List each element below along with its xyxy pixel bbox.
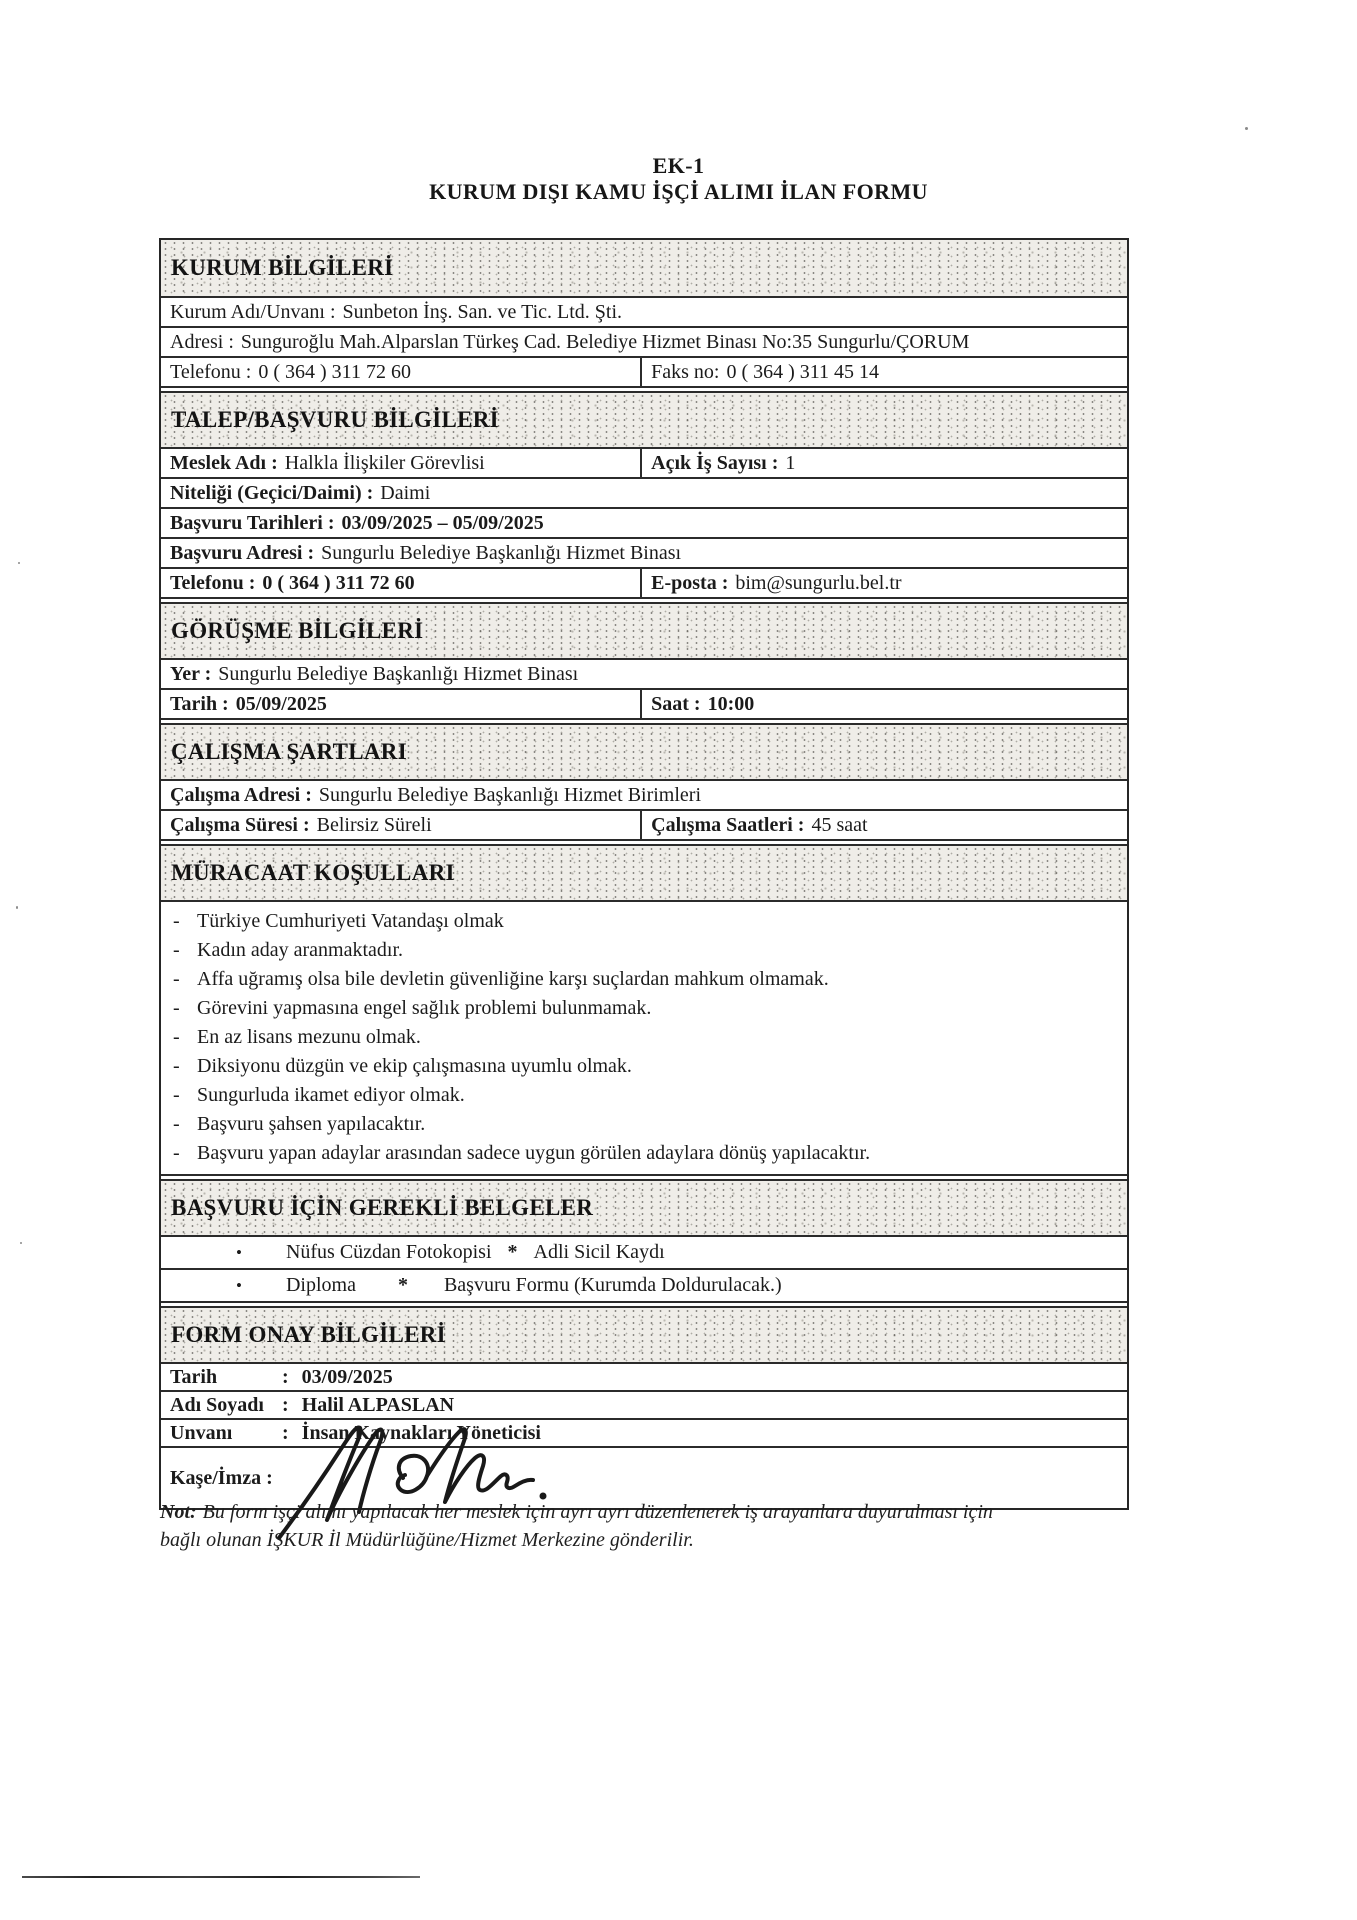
dash-marker: - [173,939,180,961]
colon-separator: : [282,1365,289,1388]
title-form-name: KURUM DIŞI KAMU İŞÇİ ALIMI İLAN FORMU [429,179,928,204]
field-value: 0 ( 364 ) 311 45 14 [726,360,880,383]
list-item [161,1081,1127,1110]
basvuru-tarihleri-row [161,509,1127,539]
tarih-cell [161,690,640,718]
gorusme-tarih-saat-row [161,690,1127,720]
dash-marker: - [173,968,180,990]
section-title: MÜRACAAT KOŞULLARI [171,860,455,885]
section-header-talep-basvuru [161,391,1127,449]
belge-row [161,1237,1127,1270]
field-value: Sungurlu Belediye Başkanlığı Hizmet Binası [218,662,579,685]
field-label: Kaşe/İmza : [170,1466,273,1489]
field-value: 03/09/2025 – 05/09/2025 [341,511,544,534]
telefon-cell [161,569,640,597]
field-label: Kurum Adı/Unvanı : [170,300,336,323]
field-value: Sungurlu Belediye Başkanlığı Hizmet Birimleri [318,783,702,806]
field-value: 0 ( 364 ) 311 72 60 [262,571,415,594]
list-item-text: Kadın aday aranmaktadır. [197,939,404,961]
field-label: Niteliği (Geçici/Daimi) : [170,481,374,504]
page-bottom-scan-line [22,1876,420,1878]
dash-marker: - [173,1055,180,1077]
scan-speck [20,1242,22,1244]
note-line-1-text: Bu form işçi alımı yapılacak her meslek için ayrı ayrı düzenlenerek iş arayanlara duyurulması için [202,1501,993,1523]
calisma-sure-saat-row [161,811,1127,841]
form-table [159,238,1129,1510]
field-value: 0 ( 364 ) 311 72 60 [258,360,411,383]
list-item-text: Türkiye Cumhuriyeti Vatandaşı olmak [197,910,504,932]
field-value: Sunguroğlu Mah.Alparslan Türkeş Cad. Belediye Hizmet Binası No:35 Sungurlu/ÇORUM [240,330,970,353]
acik-is-cell [640,449,1127,477]
note-prefix: Not: [160,1501,197,1523]
belge-item: Nüfus Cüzdan Fotokopisi [285,1241,492,1263]
field-value: İnsan Kaynakları Yöneticisi [301,1421,541,1444]
field-label: Adresi : [170,330,234,353]
section-title: KURUM BİLGİLERİ [171,255,394,280]
gorusme-yer-row [161,660,1127,690]
field-label: Yer : [170,662,212,685]
dash-marker: - [173,1113,180,1135]
document-title [0,153,1357,205]
list-item [161,1110,1127,1139]
section-header-gerekli-belgeler [161,1179,1127,1237]
section-header-calisma-sartlari [161,723,1127,781]
list-item [161,1139,1127,1168]
field-value: bim@sungurlu.bel.tr [735,571,902,594]
list-item [161,994,1127,1023]
field-label: Başvuru Tarihleri : [170,511,335,534]
field-label: Saat : [651,692,701,715]
bullet-marker: • [236,1275,242,1295]
dash-marker: - [173,910,180,932]
kurum-adres-row [161,328,1127,358]
note-line-1 [160,1498,1190,1526]
belge-item: Diploma [285,1274,356,1296]
field-label: Unvanı [170,1421,233,1444]
note-line-2: bağlı olunan İŞKUR İl Müdürlüğüne/Hizmet Merkezine gönderilir. [160,1529,694,1551]
list-item-text: Affa uğramış olsa bile devletin güvenliğine karşı suçlardan mahkum olmamak. [197,968,829,990]
faks-cell [640,358,1127,386]
list-item [161,1023,1127,1052]
onay-adi-soyadi-row [161,1392,1127,1420]
dash-marker: - [173,1026,180,1048]
field-value: 03/09/2025 [301,1365,393,1388]
section-header-muracaat-kosullari [161,844,1127,902]
field-label: Çalışma Adresi : [170,783,312,806]
list-item-text: Sungurluda ikamet ediyor olmak. [197,1084,465,1106]
belge-item: Başvuru Formu (Kurumda Doldurulacak.) [443,1274,782,1296]
field-label: Adı Soyadı [170,1393,264,1416]
telefon-cell [161,358,640,386]
field-value: Daimi [380,481,431,504]
list-item [161,965,1127,994]
field-label: Faks no: [651,360,720,383]
bullet-marker: • [236,1242,242,1262]
field-label: Başvuru Adresi : [170,541,315,564]
section-header-kurum-bilgileri [161,240,1127,298]
field-label: Tarih [170,1365,218,1388]
belge-item: Adli Sicil Kaydı [533,1241,665,1263]
section-title: TALEP/BAŞVURU BİLGİLERİ [171,407,499,432]
kurum-adi-row [161,298,1127,328]
onay-tarih-row [161,1364,1127,1392]
field-label: Telefonu : [170,360,252,383]
list-item [161,907,1127,936]
calisma-saatleri-cell [640,811,1127,839]
scan-speck [1245,127,1248,130]
field-label: Tarih : [170,692,229,715]
basvuru-adresi-row [161,539,1127,569]
field-label: Telefonu : [170,571,256,594]
list-item-text: Başvuru şahsen yapılacaktır. [197,1113,426,1135]
title-annex-number: EK-1 [652,153,705,178]
field-value: 45 saat [811,813,868,836]
field-label: Açık İş Sayısı : [651,451,779,474]
dash-marker: - [173,1142,180,1164]
dash-marker: - [173,997,180,1019]
list-item-text: Başvuru yapan adaylar arasından sadece uygun görülen adaylara dönüş yapılacaktır. [197,1142,871,1164]
section-header-form-onay [161,1306,1127,1364]
note-text [160,1498,1190,1554]
field-value: 10:00 [707,692,755,715]
colon-separator: : [282,1393,289,1416]
scan-speck [16,906,18,909]
section-title: GÖRÜŞME BİLGİLERİ [171,618,424,643]
list-item-text: En az lisans mezunu olmak. [197,1026,421,1048]
scan-speck [18,562,20,564]
dash-marker: - [173,1084,180,1106]
field-value: Sunbeton İnş. San. ve Tic. Ltd. Şti. [342,300,623,323]
list-item [161,1052,1127,1081]
field-value: Halil ALPASLAN [301,1393,455,1416]
list-item [161,936,1127,965]
list-item-text: Görevini yapmasına engel sağlık problemi bulunmamak. [197,997,652,1019]
field-value: Halkla İlişkiler Görevlisi [284,451,485,474]
field-label: Çalışma Saatleri : [651,813,805,836]
field-label: Meslek Adı : [170,451,278,474]
field-label: E-posta : [651,571,729,594]
calisma-adresi-row [161,781,1127,811]
field-value: Sungurlu Belediye Başkanlığı Hizmet Binası [321,541,682,564]
eposta-cell [640,569,1127,597]
meslek-acik-is-row [161,449,1127,479]
muracaat-list [161,902,1127,1176]
list-item-text: Diksiyonu düzgün ve ekip çalışmasına uyumlu olmak. [197,1055,632,1077]
field-label: Çalışma Süresi : [170,813,310,836]
field-value: 05/09/2025 [235,692,327,715]
star-marker: * [397,1274,408,1296]
field-value: 1 [785,451,796,474]
telefon-eposta-row [161,569,1127,599]
nitelik-row [161,479,1127,509]
star-marker: * [507,1241,518,1263]
kurum-telefon-faks-row [161,358,1127,388]
meslek-cell [161,449,640,477]
section-title: ÇALIŞMA ŞARTLARI [171,739,407,764]
colon-separator: : [282,1421,289,1444]
saat-cell [640,690,1127,718]
section-header-gorusme [161,602,1127,660]
section-title: FORM ONAY BİLGİLERİ [171,1322,446,1347]
sure-cell [161,811,640,839]
field-value: Belirsiz Süreli [316,813,432,836]
section-title: BAŞVURU İÇİN GEREKLİ BELGELER [171,1195,594,1220]
belge-row [161,1270,1127,1303]
